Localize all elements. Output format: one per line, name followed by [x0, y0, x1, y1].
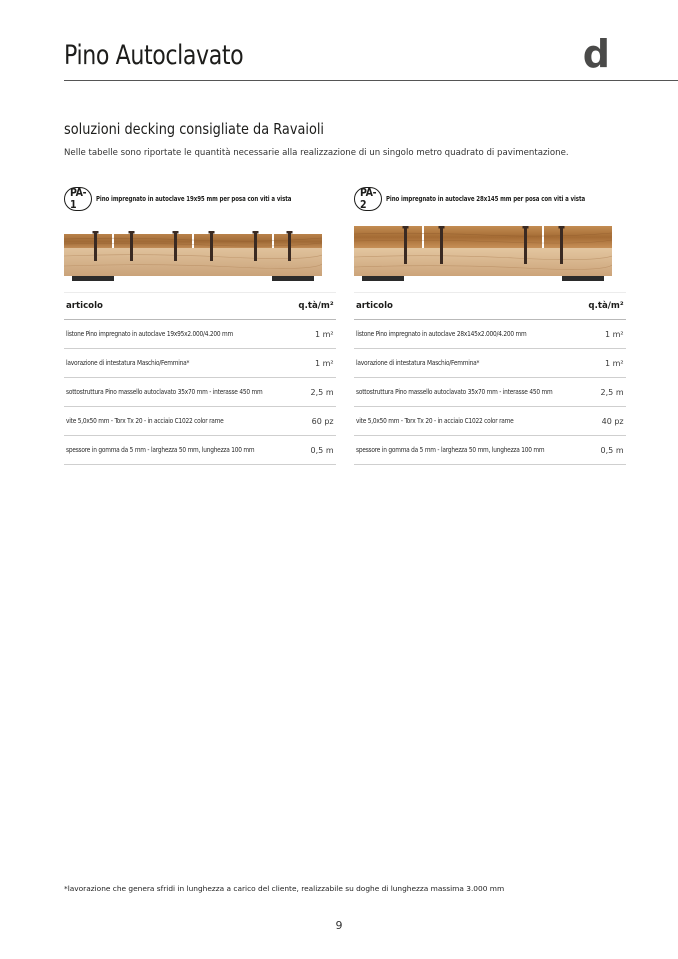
quantity-table [64, 292, 336, 465]
page-number: 9 [335, 919, 343, 932]
title-divider [64, 80, 678, 81]
screw [94, 231, 97, 261]
table-row [64, 436, 336, 465]
screw [440, 226, 443, 264]
article-cell: lavorazione di intestatura Maschio/Femmina* [356, 359, 480, 367]
product-code-badge: PA-2 [354, 187, 382, 211]
table-row [354, 378, 626, 407]
column-header-qty: q.tà/m² [586, 293, 625, 320]
qty-cell: 40 pz [586, 407, 625, 436]
decking-cross-section-illustration [64, 226, 322, 282]
table-row [354, 436, 626, 465]
product-description: Pino impregnato in autoclave 28x145 mm per posa con viti a vista [386, 195, 586, 203]
table-header-row [64, 293, 336, 320]
column-header-article: articolo [354, 293, 586, 320]
deck-board [354, 226, 422, 248]
table-row [354, 320, 626, 349]
rubber-pad [562, 276, 604, 281]
article-cell: listone Pino impregnato in autoclave 28x145x2.000/4.200 mm [356, 330, 527, 338]
screw [404, 226, 407, 264]
column-header-qty: q.tà/m² [296, 293, 335, 320]
table-row [64, 378, 336, 407]
qty-cell: 0,5 m [296, 436, 335, 465]
article-cell: lavorazione di intestatura Maschio/Femmina* [66, 359, 190, 367]
deck-board [64, 234, 112, 248]
quantity-table [354, 292, 626, 465]
screw [524, 226, 527, 264]
deck-board [544, 226, 612, 248]
decking-panel-pa1 [64, 186, 334, 455]
article-cell: listone Pino impregnato in autoclave 19x95x2.000/4.200 mm [66, 330, 234, 338]
deck-board [114, 234, 192, 248]
screw [560, 226, 563, 264]
rubber-pad [362, 276, 404, 281]
section-letter: d [582, 32, 610, 76]
product-description: Pino impregnato in autoclave 19x95 mm per posa con viti a vista [96, 195, 292, 203]
qty-cell: 60 pz [296, 407, 335, 436]
qty-cell: 1 m² [586, 349, 625, 378]
page-title: Pino Autoclavato [64, 40, 244, 71]
panel-heading [64, 186, 322, 212]
qty-cell: 1 m² [296, 320, 335, 349]
section-subtitle: soluzioni decking consigliate da Ravaioli [64, 120, 325, 138]
screw [130, 231, 133, 261]
table-header-row [354, 293, 626, 320]
column-header-article: articolo [64, 293, 296, 320]
qty-cell: 2,5 m [586, 378, 625, 407]
table-row [354, 349, 626, 378]
qty-cell: 1 m² [296, 349, 335, 378]
screw [254, 231, 257, 261]
rubber-pad [72, 276, 114, 281]
article-cell: spessore in gomma da 5 mm - larghezza 50 mm, lunghezza 100 mm [356, 446, 545, 454]
footnote: *lavorazione che genera sfridi in lunghezza a carico del cliente, realizzabile su doghe di lunghezza massima 3.000 mm [64, 884, 505, 893]
joist [64, 248, 322, 276]
panel-heading [354, 186, 612, 212]
article-cell: sottostruttura Pino massello autoclavato 35x70 mm - interasse 450 mm [356, 388, 553, 396]
decking-cross-section-illustration [354, 226, 612, 282]
table-row [354, 407, 626, 436]
article-cell: sottostruttura Pino massello autoclavato 35x70 mm - interasse 450 mm [66, 388, 263, 396]
qty-cell: 1 m² [586, 320, 625, 349]
rubber-pad [272, 276, 314, 281]
decking-panel-pa2 [354, 186, 624, 455]
article-cell: vite 5,0x50 mm - Torx Tx 20 - in acciaio C1022 color rame [356, 417, 514, 425]
screw [288, 231, 291, 261]
table-row [64, 407, 336, 436]
product-code-badge: PA-1 [64, 187, 92, 211]
article-cell: spessore in gomma da 5 mm - larghezza 50 mm, lunghezza 100 mm [66, 446, 255, 454]
intro-text: Nelle tabelle sono riportate le quantità necessarie alla realizzazione di un singolo metro quadrato di pavimentazione. [64, 148, 569, 158]
table-row [64, 320, 336, 349]
qty-cell: 2,5 m [296, 378, 335, 407]
screw [210, 231, 213, 261]
joist [354, 248, 612, 276]
article-cell: vite 5,0x50 mm - Torx Tx 20 - in acciaio C1022 color rame [66, 417, 224, 425]
qty-cell: 0,5 m [586, 436, 625, 465]
screw [174, 231, 177, 261]
table-row [64, 349, 336, 378]
